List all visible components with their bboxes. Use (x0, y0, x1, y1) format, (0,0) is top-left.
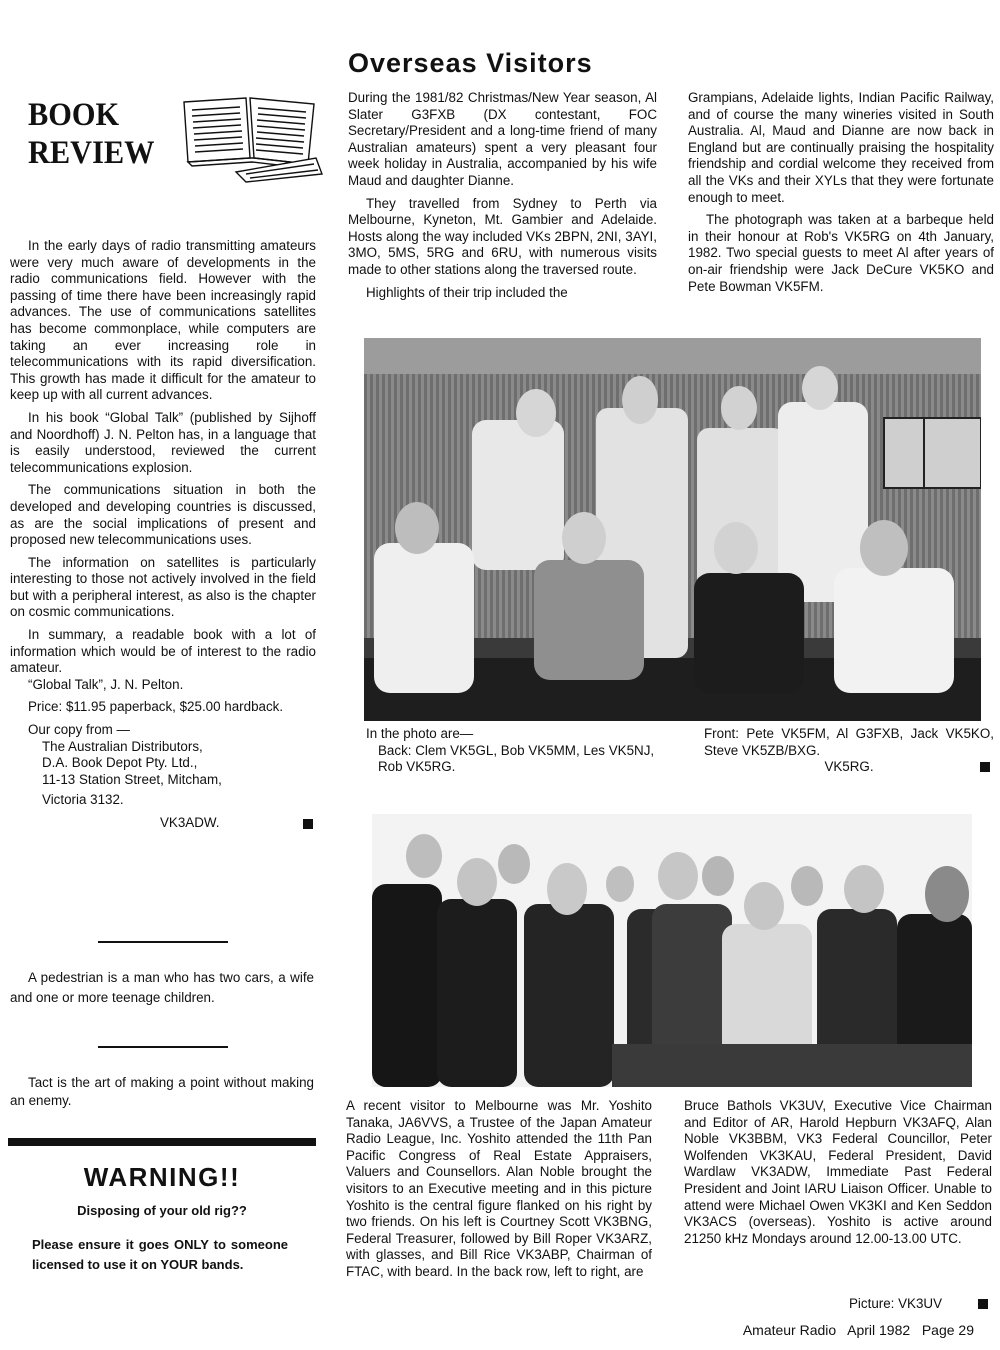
photo-caption-left (366, 726, 666, 776)
tact-quote: Tact is the art of making a point without making an enemy. (10, 1075, 314, 1108)
article-paragraph: Grampians, Adelaide lights, Indian Pacific Railway, and of course the many wineries visited in South Australia. Al, Maud and Dianne are now back in England but are continually praising the hospitality friendship and cordial welcome they received from all the VKs and their XYLs that they were fortunate enough to meet. (688, 90, 994, 205)
distributor-address (10, 739, 316, 809)
tact-filler (10, 1074, 314, 1110)
end-mark (980, 762, 990, 772)
page-footer (743, 1322, 974, 1338)
book-price: Price: $11.95 paperback, $25.00 hardback. (28, 699, 284, 715)
footer-page-number: Page 29 (921, 1322, 974, 1338)
meeting-group-photo (352, 794, 981, 1087)
second-article-column-1 (346, 1098, 652, 1281)
book-review-paragraph: In summary, a readable book with a lot of information which would be of interest to the radio amateur. (10, 627, 316, 676)
divider (98, 941, 228, 943)
article-paragraph: Highlights of their trip included the (366, 284, 568, 300)
pedestrian-filler (10, 968, 314, 1007)
warning-subtitle: Disposing of your old rig?? (77, 1203, 247, 1218)
caption-line: In the photo are— (366, 726, 474, 741)
article-paragraph: They travelled from Sydney to Perth via Melbourne, Kyneton, Mt. Gambier and Adelaide. Hosts along the way included VKs 2BPN, 2NI, 3AYI, 3MO, 5MS, 5RG and 6RU, with numerous visits made to other stations along the traversed route. (348, 195, 657, 277)
book-review-body (10, 238, 316, 837)
book-review-paragraph: In his book “Global Talk” (published by Sijhoff and Noordhoff) J. N. Pelton has, in a language that is easily understood, reviewed the current telecommunications explosion. (10, 409, 316, 475)
address-line: Victoria 3132. (42, 792, 124, 808)
book-review-paragraph: In the early days of radio transmitting amateurs were very much aware of developments in the radio communications field. However with the passing of time there have been increasingly rapid advances. The use of communications satellites has become commonplace, while computers are taking an ever increasing role in telecommunications with its rapid diversification. This growth has made it difficult for the amateur to keep up with all current advances. (10, 238, 316, 403)
article-paragraph: The photograph was taken at a barbeque held in their honour at Rob's VK5RG on 4th January, 1982. Two special guests to meet Al after years of on-air friendship were Jack DeCure VK5KO and Pete Bowman VK5FM. (688, 212, 994, 294)
book-review-heading-line2: REVIEW (28, 135, 155, 171)
warning-top-bar (8, 1138, 316, 1146)
second-article-paragraph: Bruce Bathols VK3UV, Executive Vice Chairman and Editor of AR, Harold Hepburn VK3AFQ, Alan Noble VK3BBM, VK3 Federal Councillor, Peter Wolfenden VK3KAU, Federal President, David Wardlaw VK3ADW, Immediate Past Federal President and Joint IARU Liaison Officer. Unable to attend were Michael Owen VK3KI and Ken Seddon VK3ACS (overseas). Yoshito is active around 21250 kHz Mondays around 12.00-13.00 UTC. (684, 1098, 992, 1246)
caption-signature: VK5RG. (824, 759, 874, 775)
end-mark (978, 1299, 988, 1309)
caption-line: Front: Pete VK5FM, Al G3FXB, Jack VK5KO, Steve VK5ZB/BXG. (704, 726, 994, 758)
article-column-2 (688, 90, 994, 295)
end-mark (303, 819, 313, 829)
copy-from-line: Our copy from — (28, 722, 130, 738)
divider (98, 1046, 228, 1048)
book-review-heading (28, 96, 166, 172)
open-book-icon (176, 88, 326, 184)
second-article-paragraph: A recent visitor to Melbourne was Mr. Yoshito Tanaka, JA6VVS, a Trustee of the Japan Amateur Radio League, Inc. Yoshito attended the 11th Pan Pacific Congress of Real Estate Appraisers, Valuers and Counsellors. Alan Noble brought the visitors to an Executive meeting and in this picture Yoshito is the central figure flanked on his right by two friends. On his left is Courtney Scott VK3BNG, Federal Treasurer, followed by Bill Roper VK3ARZ, with glasses, and Bill Rice VK3ABP, Chairman of FTAC, with beard. In the back row, left to right, are (346, 1098, 652, 1279)
second-article-column-2 (684, 1098, 992, 1247)
caption-line: Back: Clem VK5GL, Bob VK5MM, Les VK5NJ, Rob VK5RG. (378, 742, 655, 775)
book-title-line: “Global Talk”, J. N. Pelton. (28, 676, 184, 692)
article-title: Overseas Visitors (348, 48, 593, 78)
book-review-signature: VK3ADW. (160, 815, 220, 830)
article-column-1 (348, 90, 657, 301)
barbeque-group-photo (364, 338, 981, 721)
address-line: The Australian Distributors, (42, 738, 203, 754)
book-review-heading-line1: BOOK (28, 97, 120, 133)
address-line: 11-13 Station Street, Mitcham, (42, 771, 222, 787)
address-line: D.A. Book Depot Pty. Ltd., (42, 755, 198, 771)
book-review-paragraph: The communications situation in both the developed and developing countries is discussed, as are the social implications of present and proposed new telecommunications uses. (10, 482, 316, 548)
warning-body: Please ensure it goes ONLY to someone licensed to use it on YOUR bands. (32, 1237, 288, 1272)
footer-publication: Amateur Radio (742, 1322, 837, 1338)
photo-caption-right (704, 726, 994, 776)
picture-credit: Picture: VK3UV (849, 1296, 943, 1311)
warning-title: WARNING!! (83, 1162, 241, 1192)
article-paragraph: During the 1981/82 Christmas/New Year season, Al Slater G3FXB (DX contestant, FOC Secretary/President and a long-time friend of many Australian amateurs) spent a very pleasant four week holiday in Australia, accompanied by his wife Maud and daughter Dianne. (348, 90, 657, 188)
footer-date: April 1982 (847, 1322, 911, 1338)
pedestrian-quote: A pedestrian is a man who has two cars, a wife and one or more teenage children. (10, 970, 314, 1005)
book-review-paragraph: The information on satellites is particularly interesting to those not actively involved in the field but with a peripheral interest, as also is the chapter on cosmic communications. (10, 554, 316, 620)
